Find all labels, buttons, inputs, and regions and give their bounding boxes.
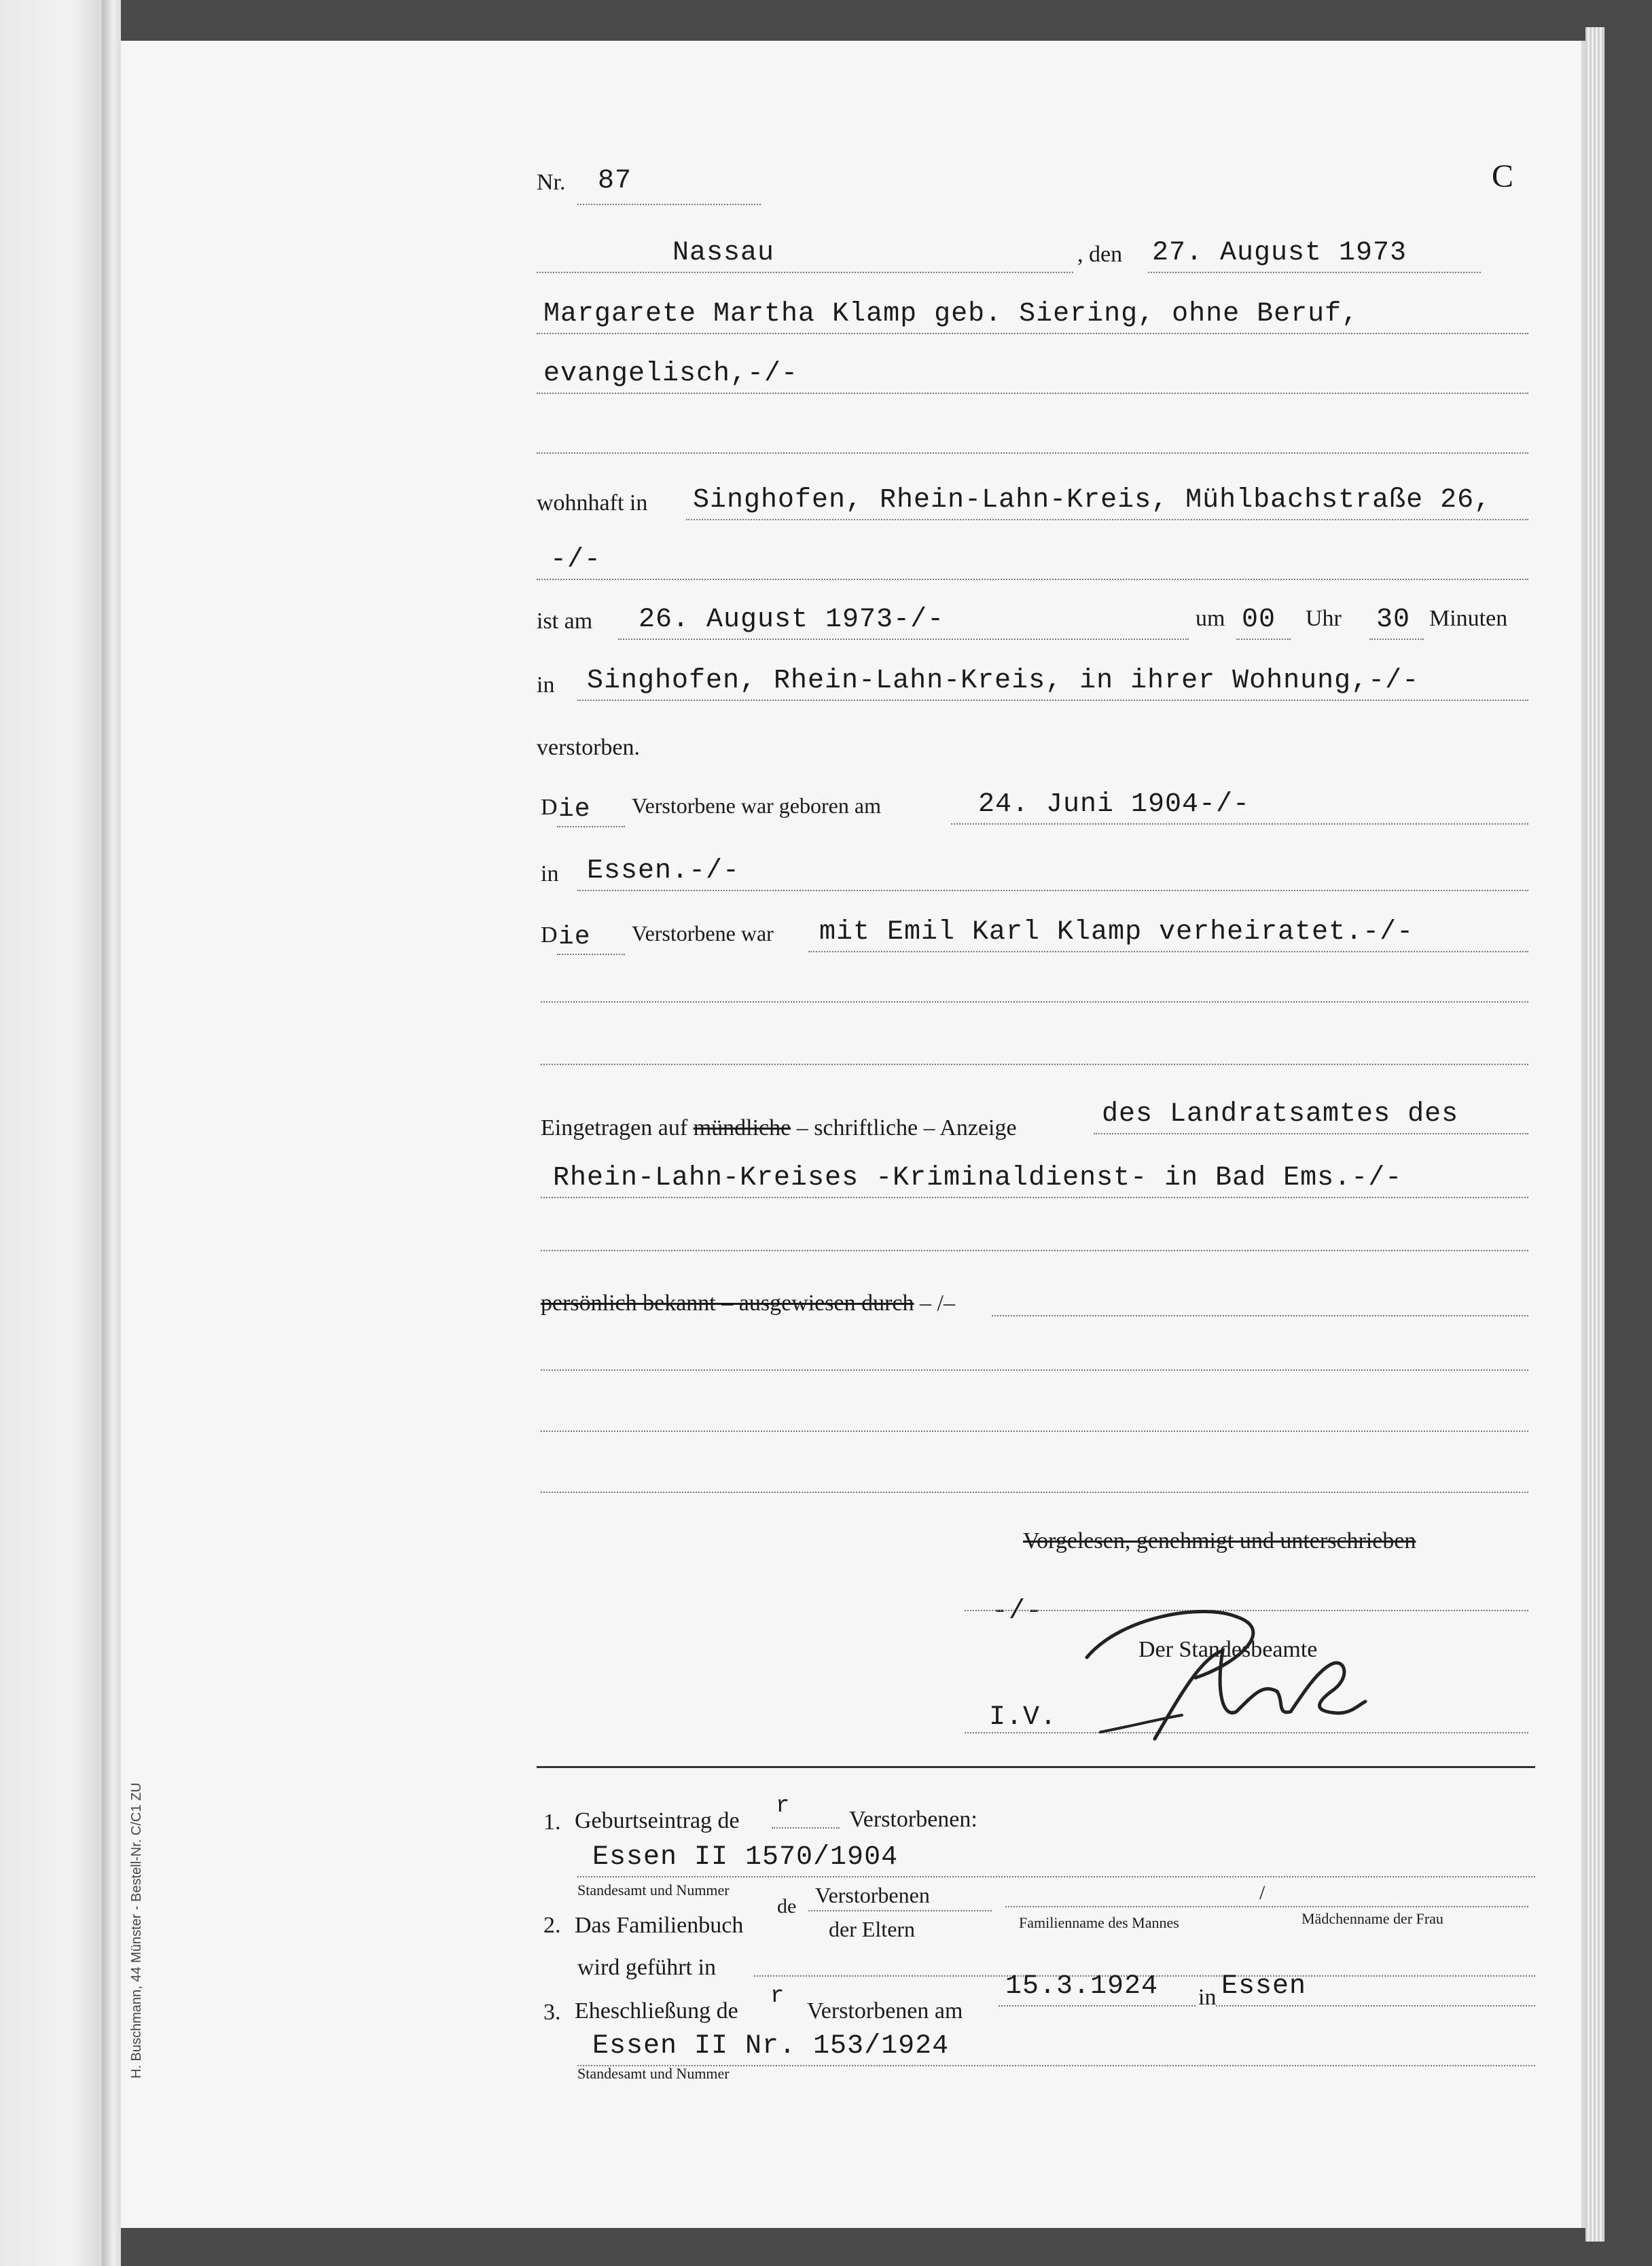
- item2-opt-rule: [808, 1910, 992, 1911]
- death-minutes: 30: [1376, 605, 1411, 635]
- item2-name-rule: [1005, 1906, 1528, 1907]
- death-place-rule: [577, 700, 1528, 701]
- birth-date-rule: [951, 823, 1528, 825]
- eingetragen-prefix: Eingetragen auf: [541, 1115, 688, 1140]
- identification-rule-4: [541, 1492, 1528, 1493]
- item2-slash: /: [1259, 1882, 1265, 1904]
- identification-value: – /–: [920, 1291, 955, 1316]
- item3-after: Verstorbenen am: [807, 1998, 963, 2024]
- item3-label: Eheschließung de: [575, 1998, 738, 2024]
- ist-am-label: ist am: [537, 609, 593, 634]
- vorgelesen-struck: Vorgelesen, genehmigt und unterschrieben: [1023, 1528, 1416, 1553]
- book-spine: [102, 0, 121, 2266]
- death-hour-rule: [1236, 639, 1291, 640]
- birth-d-label: D: [541, 795, 558, 820]
- item2-opt1: Verstorbenen: [815, 1883, 930, 1907]
- identification-row: [541, 1291, 955, 1316]
- marriage-d-rule: [557, 954, 625, 955]
- register-letter: C: [1492, 158, 1514, 194]
- deceased-line-3-rule: [537, 452, 1528, 454]
- registration-line-1-rule: [1094, 1133, 1528, 1134]
- verheiratet-label: Verstorbene war: [632, 921, 774, 946]
- nr-line: [577, 204, 761, 205]
- item3-in: in: [1198, 1985, 1217, 2010]
- deceased-line-2: evangelisch,-/-: [543, 359, 799, 389]
- um-label: um: [1196, 606, 1225, 631]
- residence-line-1: Singhofen, Rhein-Lahn-Kreis, Mühlbachstraße 26,: [693, 485, 1492, 516]
- item1-suffix-rule: [772, 1827, 840, 1829]
- birth-place: Essen.-/-: [587, 856, 740, 886]
- standesbeamte-label: Der Standesbeamte: [1138, 1637, 1318, 1662]
- identification-rule-1: [992, 1315, 1528, 1316]
- item2-num: 2.: [543, 1913, 561, 1938]
- persoenlich-struck: persönlich bekannt – ausgewiesen durch: [541, 1291, 914, 1316]
- item1-caption: Standesamt und Nummer: [577, 1882, 730, 1899]
- item2-caption-2: Mädchenname der Frau: [1301, 1910, 1443, 1927]
- item1-value: Essen II 1570/1904: [592, 1842, 899, 1873]
- item3-num: 3.: [543, 2000, 561, 2025]
- place-value: Nassau: [672, 238, 775, 268]
- publisher-note: H. Buschmann, 44 Münster - Bestell-Nr. C/C1 ZU: [129, 1782, 144, 2079]
- uhr-label: Uhr: [1306, 606, 1342, 631]
- birth-date: 24. Juni 1904-/-: [978, 789, 1251, 820]
- marriage-text-rule: [808, 951, 1528, 952]
- nr-label: Nr.: [537, 170, 566, 195]
- marriage-rule-2: [541, 1001, 1528, 1003]
- registration-line-1: des Landratsamtes des: [1102, 1099, 1459, 1130]
- death-date-rule: [618, 639, 1189, 640]
- muendliche-struck: mündliche: [693, 1115, 791, 1140]
- item1-num: 1.: [543, 1810, 561, 1835]
- nr-value: 87: [598, 166, 632, 196]
- item2-line2: wird geführt in: [577, 1955, 716, 1980]
- residence-line-2-rule: [537, 579, 1528, 580]
- iv-label: I.V.: [989, 1702, 1058, 1733]
- registration-line-2: Rhein-Lahn-Kreises -Kriminaldienst- in Bad Ems.-/-: [553, 1163, 1403, 1193]
- identification-rule-2: [541, 1369, 1528, 1371]
- item1-after: Verstorbenen:: [849, 1807, 977, 1832]
- registration-line-3-rule: [541, 1250, 1528, 1251]
- birth-d-rule: [557, 826, 625, 827]
- death-minutes-rule: [1369, 639, 1424, 640]
- deceased-line-1: Margarete Martha Klamp geb. Siering, ohne Beruf,: [543, 299, 1359, 329]
- item2-de: de: [777, 1895, 797, 1918]
- registration-line-2-rule: [541, 1197, 1528, 1198]
- death-in-label: in: [537, 672, 555, 698]
- date-value: 27. August 1973: [1152, 238, 1407, 268]
- birth-in-label: in: [541, 861, 559, 886]
- item2-label: Das Familienbuch: [575, 1913, 744, 1938]
- residence-label: wohnhaft in: [537, 490, 648, 516]
- death-place: Singhofen, Rhein-Lahn-Kreis, in ihrer Wohnung,-/-: [587, 666, 1420, 696]
- geboren-label: Verstorbene war geboren am: [632, 793, 881, 818]
- birth-d-suffix: ie: [558, 795, 591, 824]
- death-date: 26. August 1973-/-: [639, 605, 945, 635]
- item3-date-rule: [999, 2005, 1196, 2007]
- residence-line-1-rule: [686, 519, 1528, 520]
- closing-value: -/-: [992, 1596, 1043, 1627]
- item3-suffix: r: [770, 1983, 785, 2009]
- minuten-label: Minuten: [1429, 606, 1508, 631]
- item3-place: Essen: [1221, 1971, 1307, 2002]
- marriage-d-suffix: ie: [558, 922, 591, 952]
- item3-value: Essen II Nr. 153/1924: [592, 2031, 950, 2062]
- deceased-line-2-rule: [537, 393, 1528, 394]
- signature-icon: [1060, 1589, 1372, 1752]
- item2-caption-1: Familienname des Mannes: [1019, 1914, 1179, 1931]
- marriage-rule-3: [541, 1064, 1528, 1065]
- place-line: [537, 272, 1073, 273]
- item1-suffix: r: [776, 1793, 791, 1819]
- item3-date: 15.3.1924: [1005, 1971, 1159, 2002]
- marriage-text: mit Emil Karl Klamp verheiratet.-/-: [819, 917, 1414, 948]
- footer-divider: [537, 1766, 1535, 1768]
- residence-line-2: -/-: [550, 545, 602, 575]
- identification-rule-3: [541, 1431, 1528, 1432]
- page-edges: [1585, 27, 1604, 2242]
- deceased-line-1-rule: [537, 333, 1528, 334]
- item3-place-rule: [1216, 2005, 1535, 2007]
- den-label: , den: [1077, 242, 1123, 267]
- marriage-d-label: D: [541, 922, 558, 948]
- item3-caption: Standesamt und Nummer: [577, 2065, 730, 2082]
- death-hour: 00: [1242, 605, 1276, 635]
- birth-place-rule: [577, 890, 1528, 891]
- item1-value-rule: [577, 1876, 1535, 1877]
- anzeige-label: – schriftliche – Anzeige: [796, 1115, 1017, 1140]
- item2-opt2: der Eltern: [829, 1917, 916, 1941]
- date-line: [1148, 272, 1481, 273]
- left-page: [0, 0, 102, 2266]
- verstorben-label: verstorben.: [537, 735, 641, 760]
- item1-label: Geburtseintrag de: [575, 1808, 740, 1833]
- eingetragen-label: [541, 1115, 1017, 1141]
